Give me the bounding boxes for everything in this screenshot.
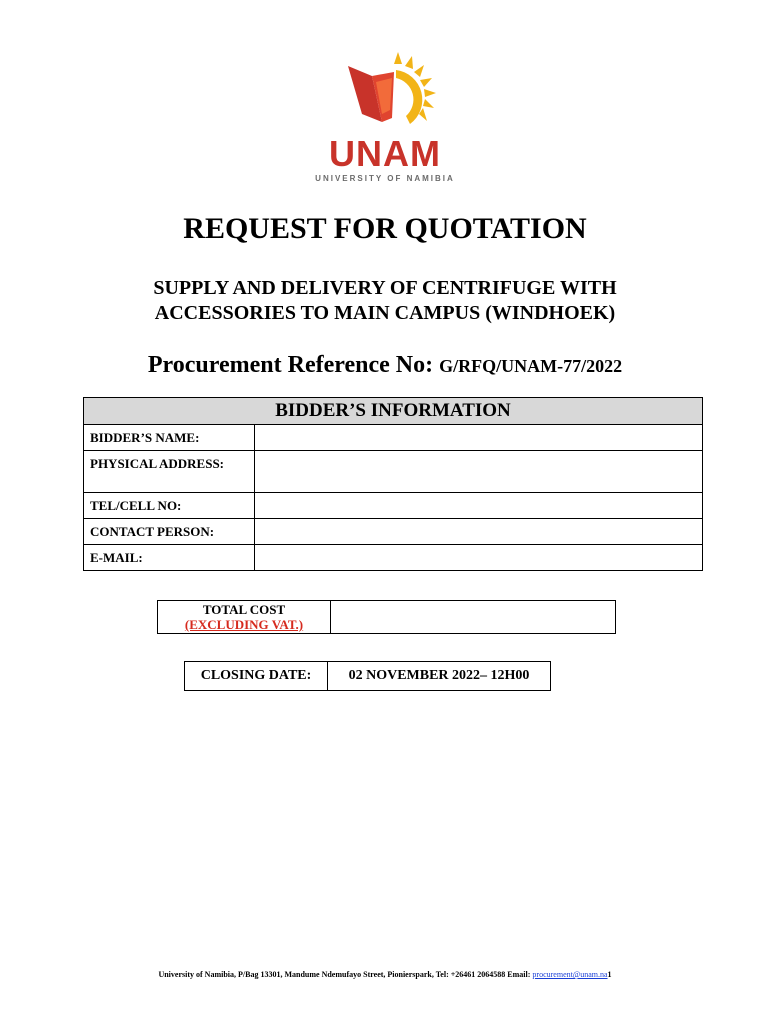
page-footer — [0, 970, 770, 979]
procurement-reference — [0, 352, 770, 379]
bidder-table-heading: BIDDER’S INFORMATION — [84, 398, 703, 425]
bidder-name-field[interactable] — [255, 425, 703, 451]
total-cost-field[interactable] — [331, 601, 616, 634]
total-cost-label-cell — [158, 601, 331, 634]
total-cost-label: TOTAL COST — [202, 602, 286, 617]
footer-email-link[interactable]: procurement@unam.na — [532, 970, 608, 979]
tel-cell-label: TEL/CELL NO: — [84, 493, 255, 519]
footer-address: University of Namibia, P/Bag 13301, Mandume Ndemufayo Street, Pionierspark, Tel: +26461 2064588 Email: — [158, 970, 531, 979]
table-row — [84, 519, 703, 545]
closing-date-value: 02 NOVEMBER 2022– 12H00 — [328, 662, 551, 691]
closing-date-table — [184, 661, 551, 691]
reference-value: G/RFQ/UNAM-77/2022 — [439, 356, 623, 376]
unam-logo — [310, 48, 460, 188]
email-field[interactable] — [255, 545, 703, 571]
bidder-information-table — [83, 397, 703, 571]
physical-address-label: PHYSICAL ADDRESS: — [84, 451, 255, 493]
document-title: REQUEST FOR QUOTATION — [183, 212, 587, 245]
table-row — [84, 493, 703, 519]
excluding-vat-note: (EXCLUDING VAT.) — [184, 617, 304, 632]
contact-person-field[interactable] — [255, 519, 703, 545]
table-row — [84, 545, 703, 571]
closing-date-label: CLOSING DATE: — [185, 662, 328, 691]
page-number: 1 — [607, 970, 612, 979]
logo-subtitle: UNIVERSITY OF NAMIBIA — [315, 174, 455, 183]
total-cost-table — [157, 600, 616, 634]
tel-cell-field[interactable] — [255, 493, 703, 519]
bidder-name-label: BIDDER’S NAME: — [84, 425, 255, 451]
document-subtitle: SUPPLY AND DELIVERY OF CENTRIFUGE WITH ACCESSORIES TO MAIN CAMPUS (WINDHOEK) — [153, 277, 617, 324]
table-row — [84, 451, 703, 493]
email-label: E-MAIL: — [84, 545, 255, 571]
table-row — [84, 425, 703, 451]
reference-label: Procurement Reference No: — [147, 352, 434, 378]
physical-address-field[interactable] — [255, 451, 703, 493]
logo-wordmark: UNAM — [329, 133, 441, 174]
contact-person-label: CONTACT PERSON: — [84, 519, 255, 545]
